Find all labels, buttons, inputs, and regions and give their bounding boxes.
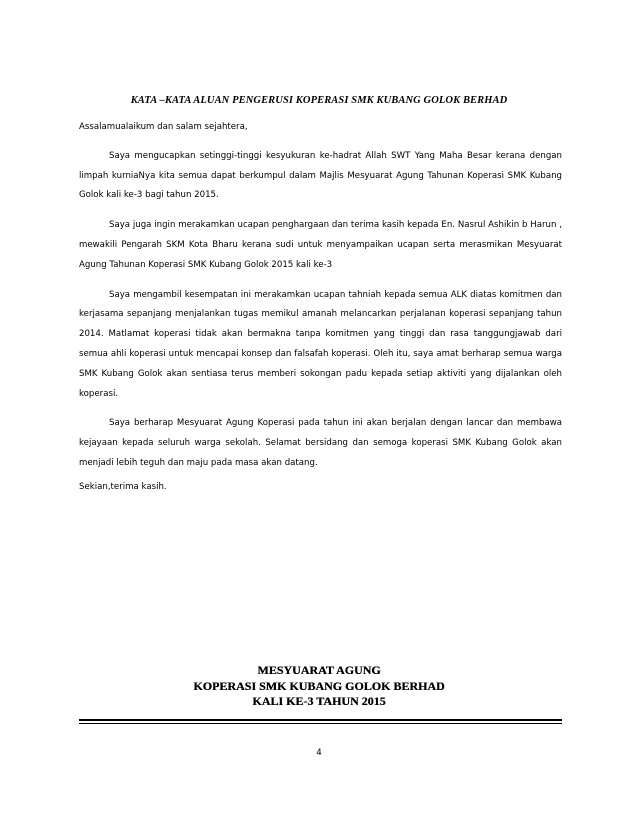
paragraph-congratulations: Saya mengambil kesempatan ini merakamkan ucapan tahniah kepada semua ALK diatas komitmen dan kerjasama sepanjang menjalankan tugas memikul amanah melancarkan perjalanan koperasi sepanjang tahun 2014. Matlamat koperasi tidak akan bermakna tanpa komitmen yang tinggi dan rasa tanggungjawab dari semua ahli koperasi untuk mencapai konsep dan falsafah koperasi. Oleh itu, saya amat berharap semua warga SMK Kubang Golok akan sentiasa terus memberi sokongan padu kepada setiap aktiviti yang dijalankan oleh koperasi. [79,289,562,399]
footer-line-1: MESYUARAT AGUNG [257,663,381,677]
salutation: Assalamualaikum dan salam sejahtera, [79,122,248,132]
letter-body [79,118,562,484]
footer-title [0,663,638,710]
paragraph-gratitude: Saya mengucapkan setinggi-tinggi kesyukuran ke-hadrat Allah SWT Yang Maha Besar kerana dengan limpah kurniaNya kita semua dapat berkumpul dalam Majlis Mesyuarat Agung Tahunan Koperasi SMK Kubang Golok kali ke-3 bagi tahun 2015. [79,150,562,201]
page-number: 4 [316,748,322,758]
document-heading: KATA –KATA ALUAN PENGERUSI KOPERASI SMK KUBANG GOLOK BERHAD [130,95,508,106]
closing-line: Sekian,terima kasih. [79,482,167,492]
footer-divider [79,719,562,721]
footer-divider-thin [79,723,562,724]
paragraph-hope: Saya berharap Mesyuarat Agung Koperasi pada tahun ini akan berjalan dengan lancar dan membawa kejayaan kepada seluruh warga sekolah. Selamat bersidang dan semoga koperasi SMK Kubang Golok akan menjadi lebih teguh dan maju pada masa akan datang. [79,418,562,468]
footer-line-3: KALI KE-3 TAHUN 2015 [252,694,386,708]
footer-line-2: KOPERASI SMK KUBANG GOLOK BERHAD [193,678,445,693]
paragraph-appreciation: Saya juga ingin merakamkan ucapan penghargaan dan terima kasih kepada En. Nasrul Ashikin b Harun , mewakili Pengarah SKM Kota Bharu kerana sudi untuk menyampaikan ucapan serta merasmikan Mesyuarat Agung Tahunan Koperasi SMK Kubang Golok 2015 kali ke-3 [79,220,562,270]
